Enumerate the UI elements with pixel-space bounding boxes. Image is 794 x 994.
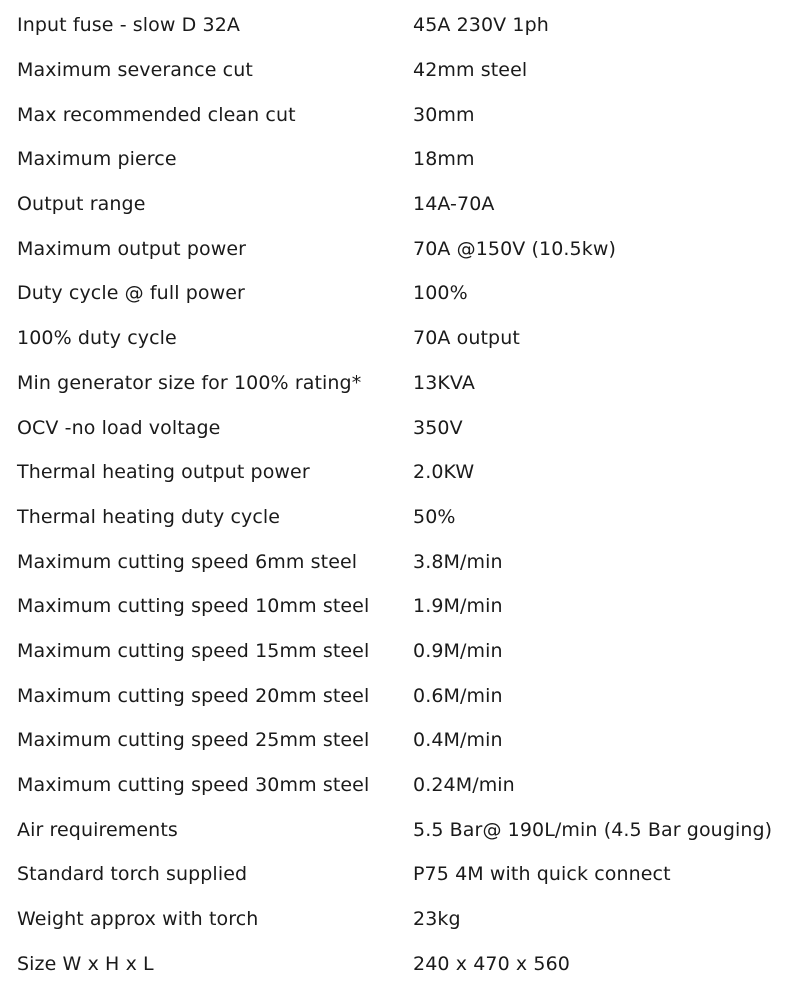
spec-label: Maximum cutting speed 20mm steel (17, 684, 370, 707)
spec-label: Maximum cutting speed 15mm steel (17, 639, 370, 662)
spec-row-cutting-speed-30mm (0, 763, 794, 808)
spec-label: Output range (17, 193, 146, 216)
spec-value: 42mm steel (413, 59, 528, 82)
spec-value: 23kg (413, 908, 461, 931)
spec-label: Input fuse - slow D 32A (17, 14, 241, 37)
spec-row-max-clean-cut (0, 92, 794, 137)
spec-row-100-duty-cycle (0, 316, 794, 361)
spec-value: 0.4M/min (413, 729, 503, 752)
spec-row-cutting-speed-6mm (0, 539, 794, 584)
spec-label: Maximum cutting speed 25mm steel (17, 729, 370, 752)
spec-value: 70A output (413, 327, 520, 350)
spec-row-maximum-pierce (0, 137, 794, 182)
spec-row-duty-cycle-full-power (0, 271, 794, 316)
spec-row-weight (0, 897, 794, 942)
spec-label: 100% duty cycle (17, 327, 177, 350)
spec-label: Weight approx with torch (17, 908, 259, 931)
spec-label: Thermal heating output power (17, 461, 310, 484)
spec-label: OCV -no load voltage (17, 416, 221, 439)
spec-label: Air requirements (17, 818, 178, 841)
spec-value: 0.9M/min (413, 639, 503, 662)
spec-row-thermal-heating-output (0, 450, 794, 495)
spec-label: Maximum cutting speed 30mm steel (17, 774, 370, 797)
spec-value: 350V (413, 416, 463, 439)
spec-row-thermal-heating-duty-cycle (0, 495, 794, 540)
spec-row-standard-torch (0, 852, 794, 897)
spec-label: Maximum pierce (17, 148, 177, 171)
spec-row-cutting-speed-20mm (0, 673, 794, 718)
spec-row-min-generator-size (0, 361, 794, 406)
spec-value: 2.0KW (413, 461, 475, 484)
spec-row-maximum-output-power (0, 226, 794, 271)
spec-value: P75 4M with quick connect (413, 863, 671, 886)
spec-value: 5.5 Bar@ 190L/min (4.5 Bar gouging) (413, 818, 773, 841)
spec-value: 1.9M/min (413, 595, 503, 618)
spec-label: Min generator size for 100% rating* (17, 371, 362, 394)
spec-row-ocv (0, 405, 794, 450)
spec-row-output-range (0, 182, 794, 227)
spec-label: Maximum severance cut (17, 59, 253, 82)
spec-value: 18mm (413, 148, 475, 171)
spec-row-size (0, 941, 794, 986)
spec-row-cutting-speed-25mm (0, 718, 794, 763)
spec-row-input-fuse (0, 3, 794, 48)
spec-value: 0.6M/min (413, 684, 503, 707)
spec-row-cutting-speed-15mm (0, 629, 794, 674)
spec-row-maximum-severance-cut (0, 48, 794, 93)
spec-row-cutting-speed-10mm (0, 584, 794, 629)
spec-value: 70A @150V (10.5kw) (413, 237, 616, 260)
spec-label: Standard torch supplied (17, 863, 248, 886)
spec-value: 13KVA (413, 371, 475, 394)
spec-label: Duty cycle @ full power (17, 282, 245, 305)
spec-value: 0.24M/min (413, 774, 515, 797)
spec-value: 30mm (413, 103, 475, 126)
spec-label: Maximum cutting speed 6mm steel (17, 550, 358, 573)
spec-value: 14A-70A (413, 193, 495, 216)
spec-value: 45A 230V 1ph (413, 14, 549, 37)
spec-label: Maximum cutting speed 10mm steel (17, 595, 370, 618)
spec-value: 50% (413, 505, 456, 528)
spec-row-air-requirements (0, 807, 794, 852)
spec-value: 100% (413, 282, 468, 305)
spec-label: Size W x H x L (17, 952, 154, 975)
spec-label: Max recommended clean cut (17, 103, 296, 126)
spec-value: 3.8M/min (413, 550, 503, 573)
spec-label: Thermal heating duty cycle (17, 505, 281, 528)
spec-value: 240 x 470 x 560 (413, 952, 570, 975)
spec-label: Maximum output power (17, 237, 247, 260)
